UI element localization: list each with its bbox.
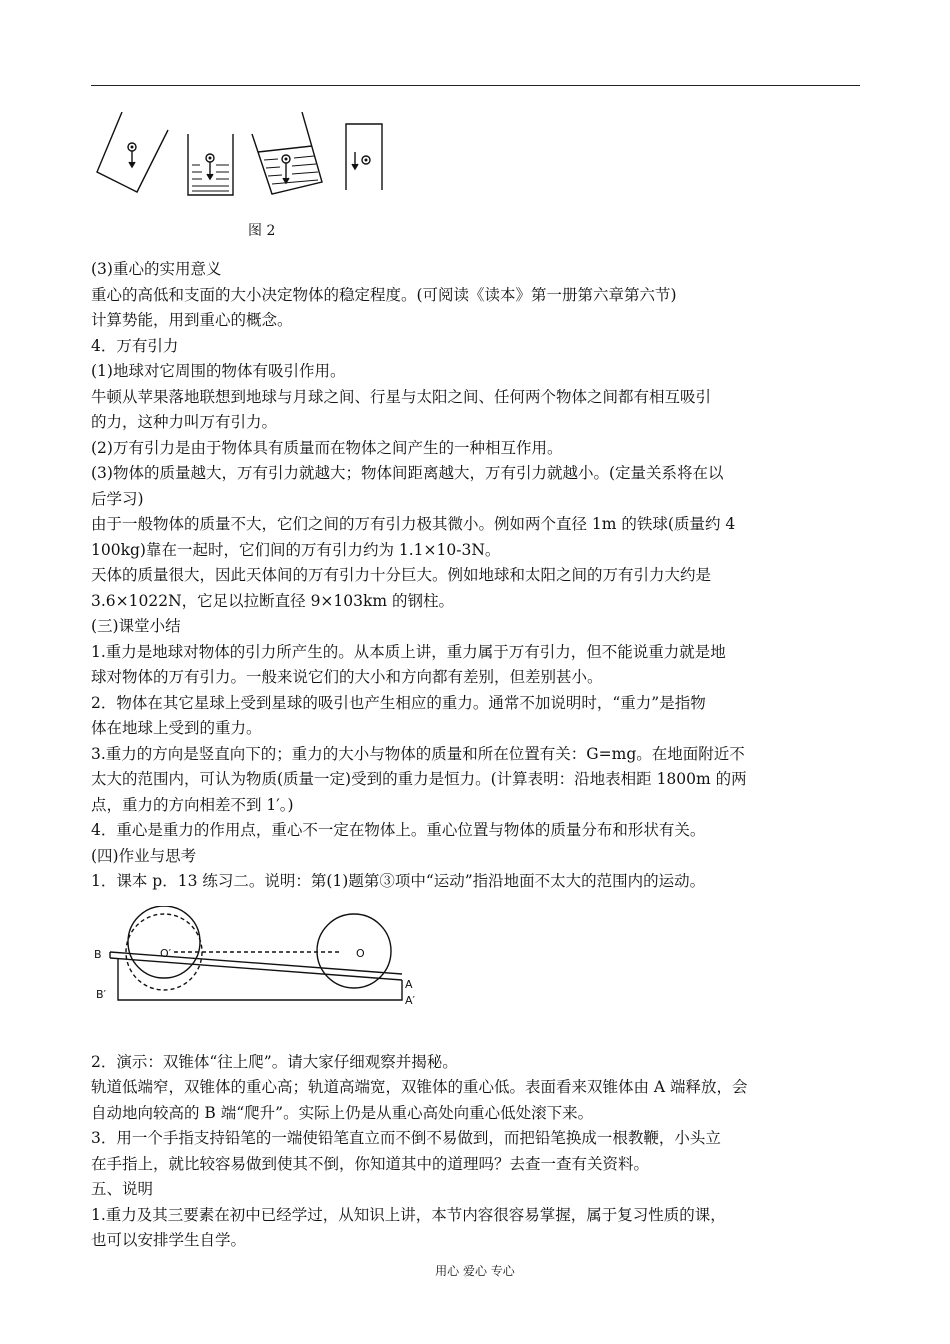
text-line: (2)万有引力是由于物体具有质量而在物体之间产生的一种相互作用。: [91, 438, 563, 457]
text-line: (1)地球对它周围的物体有吸引作用。: [91, 362, 346, 380]
label-A: A: [405, 978, 413, 991]
text-line: 100kg)靠在一起时，它们间的万有引力约为 1.1×10-3N。: [91, 540, 501, 559]
upright-container-liquid: [188, 134, 233, 195]
text-line: 后学习): [91, 489, 144, 508]
text-line: 3.重力的方向是竖直向下的；重力的大小与物体的质量和所在位置有关：G=mg。在地面附近不: [91, 744, 745, 763]
upright-rectangle: [346, 124, 382, 190]
text-line: 天体的质量很大，因此天体间的万有引力十分巨大。例如地球和太阳之间的万有引力大约是: [91, 566, 712, 584]
text-line: 五、说明: [91, 1180, 154, 1198]
page-footer: 用心 爱心 专心: [435, 1264, 515, 1278]
text-line: (3)物体的质量越大，万有引力就越大；物体间距离越大，万有引力就越小。(定量关系将在以: [91, 464, 724, 482]
label-B-prime: B′: [96, 988, 107, 1001]
text-line: 自动地向较高的 B 端“爬升”。实际上仍是从重心高处向重心低处滚下来。: [91, 1103, 594, 1122]
text-line: 也可以安排学生自学。: [91, 1231, 247, 1249]
text-line: 在手指上，就比较容易做到使其不倒，你知道其中的道理吗？去查一查有关资料。: [91, 1154, 650, 1173]
text-line: 3．用一个手指支持铅笔的一端使铅笔直立而不倒不易做到，而把铅笔换成一根教鞭，小头立: [91, 1129, 721, 1147]
tilted-container-empty: [97, 112, 168, 192]
text-line: 1．课本 p．13 练习二。说明：第(1)题第③项中“运动”指沿地面不太大的范围内的运动。: [91, 872, 706, 890]
text-line: 体在地球上受到的重力。: [91, 719, 262, 737]
text-line: 球对物体的万有引力。一般来说它们的大小和方向都有差别，但差别甚小。: [91, 668, 603, 686]
text-line: 1.重力是地球对物体的引力所产生的。从本质上讲，重力属于万有引力，但不能说重力就是地: [91, 642, 726, 661]
text-line: 计算势能，用到重心的概念。: [91, 311, 293, 329]
double-cone-track-diagram: [92, 906, 432, 1016]
text-line: 2．物体在其它星球上受到星球的吸引也产生相应的重力。通常不加说明时，“重力”是指物: [91, 693, 706, 712]
text-line: (四)作业与思考: [91, 846, 197, 865]
body-text: [91, 257, 861, 1254]
text-line: 轨道低端窄，双锥体的重心高；轨道高端宽，双锥体的重心低。表面看来双锥体由 A 端释放，会: [91, 1078, 748, 1096]
text-line: 的力，这种力叫万有引力。: [91, 413, 278, 431]
label-O: O: [356, 947, 365, 960]
label-B: B: [94, 948, 102, 961]
text-line: (三)课堂小结: [91, 617, 181, 635]
label-A-prime: A′: [405, 994, 416, 1007]
label-O-prime: O′: [160, 947, 172, 960]
text-line: 3.6×1022N，它足以拉断直径 9×103km 的钢柱。: [91, 591, 455, 610]
text-line: 1.重力及其三要素在初中已经学过，从知识上讲，本节内容很容易掌握，属于复习性质的课，: [91, 1205, 726, 1224]
text-line: 重心的高低和支面的大小决定物体的稳定程度。(可阅读《读本》第一册第六章第六节): [91, 285, 677, 304]
text-line: 点，重力的方向相差不到 1′。): [91, 795, 294, 814]
text-line: 太大的范围内，可认为物质(质量一定)受到的重力是恒力。(计算表明：沿地表相距 1800m 的两: [91, 770, 747, 788]
header-rule: [91, 85, 860, 86]
text-line: 4．重心是重力的作用点，重心不一定在物体上。重心位置与物体的质量分布和形状有关。: [91, 821, 706, 839]
text-line: 4．万有引力: [91, 336, 179, 355]
text-line: 由于一般物体的质量不大，它们之间的万有引力极其微小。例如两个直径 1m 的铁球(质量约 4: [91, 515, 736, 533]
figure-2-caption: 图 2: [248, 223, 276, 239]
text-line: 牛顿从苹果落地联想到地球与月球之间、行星与太阳之间、任何两个物体之间都有相互吸引: [91, 387, 712, 406]
tilted-container-liquid: [252, 112, 322, 194]
figure-2-diagram: [92, 112, 392, 222]
text-line: (3)重心的实用意义: [91, 260, 222, 278]
text-line: 2．演示：双锥体“往上爬”。请大家仔细观察并揭秘。: [91, 1052, 458, 1071]
